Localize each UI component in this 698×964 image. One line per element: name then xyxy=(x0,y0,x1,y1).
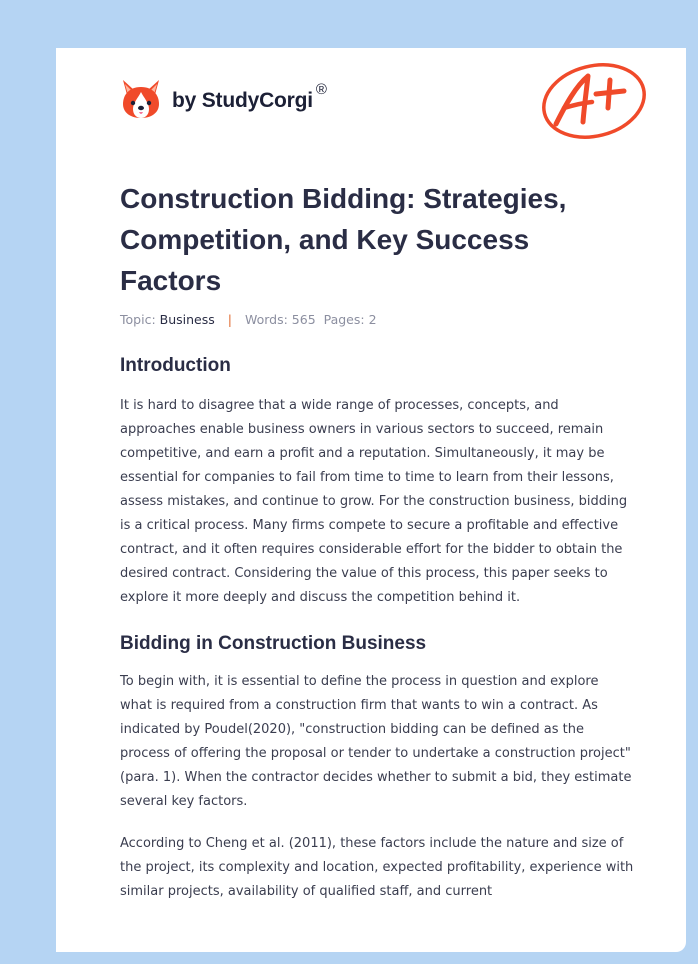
brand-header[interactable] xyxy=(120,75,327,121)
section-heading-bidding: Bidding in Construction Business xyxy=(120,633,427,654)
topic-link[interactable]: Business xyxy=(159,312,215,327)
pages-value: 2 xyxy=(368,312,377,327)
document-title: Construction Bidding: Strategies, Competition, and Key Success Factors xyxy=(120,183,567,296)
paragraph: According to Cheng et al. (2011), these factors include the nature and size of the project, its complexity and location, expected profitability, experience with similar projects, availability of qualified staff, and current xyxy=(120,836,634,899)
document-card xyxy=(56,48,686,952)
a-plus-grade-icon xyxy=(536,56,652,142)
document-body xyxy=(120,348,634,904)
corgi-logo-icon xyxy=(120,76,162,120)
pages-label: Pages: xyxy=(323,312,365,327)
words-value: 565 xyxy=(291,312,316,327)
paragraph: To begin with, it is essential to define the process in question and explore what is required from a construction firm that wants to win a contract. As indicated by Poudel(2020), "construction bidding can be defined as the process of offering the proposal or tender to undertake a construction project" (para. 1). When the contractor decides whether to submit a bid, they estimate several key factors. xyxy=(120,674,632,809)
topic-label: Topic: xyxy=(120,312,156,327)
meta-separator: | xyxy=(227,312,232,327)
section-heading-introduction: Introduction xyxy=(120,355,231,376)
paragraph: It is hard to disagree that a wide range of processes, concepts, and approaches enable business owners in various sectors to succeed, remain competitive, and earn a profit and a reputation. Simultaneously, it may be essential for companies to fail from time to time to learn from their lessons, assess mistakes, and continue to grow. For the construction business, bidding is a critical process. Many firms compete to secure a profitable and effective contract, and it often requires considerable effort for the bidder to obtain the desired contract. Considering the value of this process, this paper seeks to explore it more deeply and discuss the competition behind it. xyxy=(120,398,628,605)
document-meta xyxy=(120,312,377,327)
registered-mark: ® xyxy=(315,80,327,98)
brand-name: by StudyCorgi xyxy=(172,89,313,112)
words-label: Words: xyxy=(244,312,288,327)
